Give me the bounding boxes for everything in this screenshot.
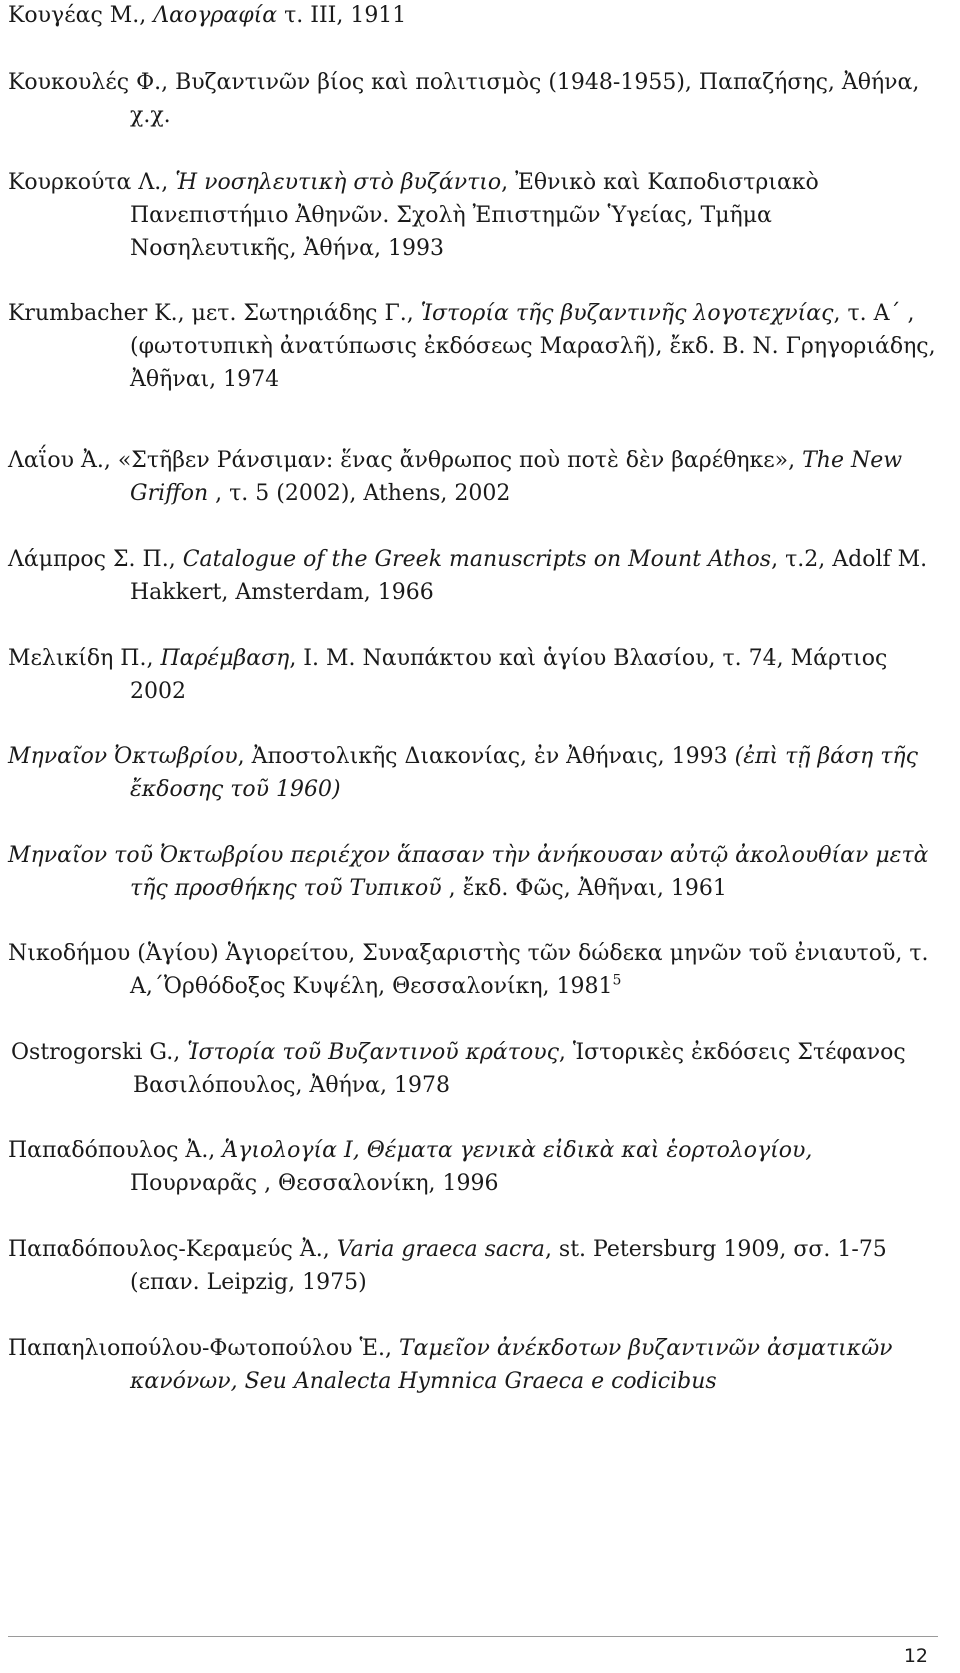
page-number: 12 xyxy=(903,1645,928,1667)
bibliography-entry: Παπαδόπουλος Ἀ., Ἁγιολογία Ι, Θέματα γενικὰ εἰδικὰ καὶ ἑορτολογίου, Πουρναρᾶς , Θεσσαλονίκη, 1996 xyxy=(8,1138,813,1196)
bibliography-entry: Παπαδόπουλος-Κεραμεύς Ἀ., Varia graeca sacra, st. Petersburg 1909, σσ. 1-75 (επαν. Leipzig, 1975) xyxy=(8,1237,887,1295)
bibliography-entry: Μηναῖον Ὀκτωβρίου, Ἀποστολικῆς Διακονίας, ἐν Ἀθήναις, 1993 (ἐπὶ τῇ βάση τῆς ἔκδοσης τοῦ 1960) xyxy=(8,744,918,802)
bibliography-entry: Μηναῖον τοῦ Ὀκτωβρίου περιέχον ἅπασαν τὴν ἀνήκουσαν αὐτῷ ἀκολουθίαν μετὰ τῆς προσθήκης τοῦ Τυπικοῦ , ἔκδ. Φῶς, Ἀθῆναι, 1961 xyxy=(8,843,929,901)
bibliography-entry: Μελικίδη Π., Παρέμβαση, Ι. Μ. Ναυπάκτου καὶ ἁγίου Βλασίου, τ. 74, Μάρτιος 2002 xyxy=(8,646,888,704)
bibliography-entry: Κουγέας Μ., Λαογραφία τ. ΙΙΙ, 1911 xyxy=(8,3,407,28)
bibliography-entry: Λάμπρος Σ. Π., Catalogue of the Greek manuscripts on Mount Athos, τ.2, Adolf M. Hakkert, Amsterdam, 1966 xyxy=(8,547,928,605)
footer-divider xyxy=(8,1636,938,1637)
bibliography-entry: Νικοδήμου (Ἁγίου) Ἁγιορείτου, Συναξαριστὴς τῶν δώδεκα μηνῶν τοῦ ἐνιαυτοῦ, τ. Α,΄Ὀρθόδοξος Κυψέλη, Θεσσαλονίκη, 1981$^5$ xyxy=(8,941,929,999)
bibliography-entry: Ostrogorski G., Ἱστορία τοῦ Βυζαντινοῦ κράτους, Ἱστορικὲς ἐκδόσεις Στέφανος Βασιλόπουλος, Ἀθήνα, 1978 xyxy=(11,1040,906,1098)
bibliography-entry: Κουρκούτα Λ., Ἡ νοσηλευτικὴ στὸ βυζάντιο, Ἐθνικὸ καὶ Καποδιστριακὸ Πανεπιστήμιο Ἀθηνῶν. Σχολὴ Ἐπιστημῶν Ὑγείας, Τμῆμα Νοσηλευτικῆς, Ἀθήνα, 1993 xyxy=(8,170,819,261)
bibliography-entry: Παπαηλιοπούλου-Φωτοπούλου Ἑ., Ταμεῖον ἀνέκδοτων βυζαντινῶν ἀσματικῶν κανόνων, Seu Analecta Hymnica Graeca e codicibus xyxy=(8,1336,893,1394)
bibliography-entry: Krumbacher K., μετ. Σωτηριάδης Γ., Ἱστορία τῆς βυζαντινῆς λογοτεχνίας, τ. Α΄ , (φωτοτυπικὴ ἀνατύπωσις ἐκδόσεως Μαρασλῆ), ἔκδ. Β. Ν. Γρηγοριάδης, Ἀθῆναι, 1974 xyxy=(8,301,936,392)
bibliography-entry: Λαΐου Ἀ., «Στῆβεν Ράνσιμαν: ἕνας ἄνθρωπος ποὺ ποτὲ δὲν βαρέθηκε», The New Griffon , τ. 5 (2002), Athens, 2002 xyxy=(8,448,903,506)
bibliography-entry: Κουκουλές Φ., Βυζαντινῶν βίος καὶ πολιτισμὸς (1948-1955), Παπαζήσης, Ἀθήνα, χ.χ. xyxy=(8,70,920,128)
